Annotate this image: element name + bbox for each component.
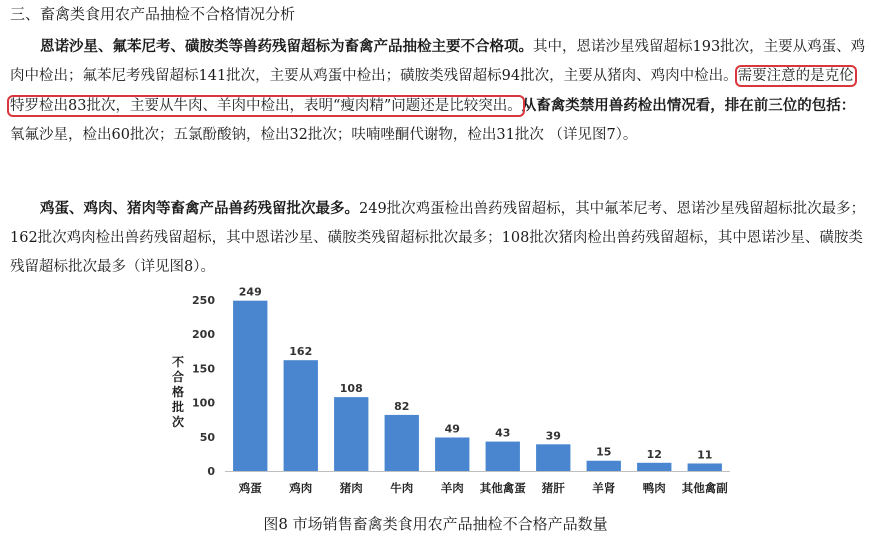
- y-tick-label: 200: [192, 328, 215, 342]
- x-tick-label: 牛肉: [390, 481, 414, 495]
- x-tick-label: 羊肾: [592, 481, 616, 495]
- y-tick-label: 0: [207, 465, 215, 478]
- paragraph-products: [10, 194, 866, 282]
- paragraph-lead: 鸡蛋、鸡肉、猪肉等畜禽产品兽药残留批次最多。: [40, 200, 359, 217]
- paragraph-text-2: 氧氟沙星，检出60批次；五氯酚酸钠，检出32批次；呋喃唑酮代谢物，检出31批次 （详见图7）。: [10, 127, 638, 143]
- x-tick-label: 猪肝: [541, 481, 565, 495]
- x-tick-label: 鸡蛋: [238, 481, 262, 495]
- data-label: 162: [289, 345, 313, 359]
- bar: [334, 397, 368, 471]
- paragraph-residues: [10, 32, 866, 150]
- y-axis-label: 不合格批次: [172, 355, 185, 429]
- bar: [486, 442, 520, 471]
- bar: [536, 444, 570, 471]
- paragraph-text: 249批次鸡蛋检出兽药残留超标，其中氟苯尼考、恩诺沙星残留超标批次最多；162批次鸡肉检出兽药残留超标，其中恩诺沙星、磺胺类残留超标批次最多；108批次猪肉检出兽药残留超标，其中恩诺沙星、磺胺类残留超标批次最多（详见图8）。: [10, 201, 866, 275]
- data-label: 43: [495, 426, 511, 440]
- x-tick-label: 其他禽蛋: [479, 481, 526, 495]
- bar-chart: [160, 280, 780, 505]
- bar: [435, 437, 469, 471]
- data-label: 11: [697, 448, 713, 462]
- x-tick-label: 鸭肉: [642, 481, 666, 495]
- bar: [233, 301, 267, 471]
- x-tick-label: 其他禽副: [681, 481, 728, 495]
- bar: [637, 463, 671, 471]
- bar: [385, 415, 419, 471]
- y-tick-label: 100: [192, 396, 215, 410]
- x-tick-label: 猪肉: [339, 481, 363, 495]
- bar: [688, 463, 722, 471]
- highlighted-sentence: 需要注意的是克伦特罗检出83批次，主要从牛肉、羊肉中检出，表明“瘦肉精”问题还是比较突出。: [10, 68, 854, 114]
- paragraph-lead: 恩诺沙星、氟苯尼考、磺胺类等兽药残留超标为畜禽产品抽检主要不合格项。: [40, 38, 533, 55]
- y-tick-label: 150: [192, 362, 215, 376]
- bar: [587, 461, 621, 471]
- bar: [284, 360, 318, 471]
- data-label: 108: [339, 382, 363, 396]
- paragraph-bold-phrase: 从畜禽类禁用兽药检出情况看，排在前三位的包括：: [521, 97, 856, 114]
- data-label: 49: [444, 422, 460, 436]
- data-label: 12: [646, 447, 662, 461]
- data-label: 249: [238, 285, 262, 299]
- x-tick-label: 鸡肉: [289, 481, 313, 495]
- x-tick-label: 羊肉: [440, 481, 464, 495]
- paragraph-text: 其中，恩诺沙星残留超标193批次，主要从鸡蛋、鸡肉中检出；氟苯尼考残留超标141批次，主要从鸡蛋中检出；磺胺类残留超标94批次，主要从猪肉、鸡肉中检出。: [10, 39, 866, 84]
- data-label: 39: [545, 429, 561, 443]
- y-tick-label: 250: [192, 294, 215, 307]
- figure-caption: 图8 市场销售畜禽类食用农产品抽检不合格产品数量: [263, 515, 608, 533]
- data-label: 15: [596, 445, 612, 459]
- data-label: 82: [394, 399, 410, 413]
- section-title: 三、畜禽类食用农产品抽检不合格情况分析: [10, 5, 296, 23]
- y-tick-label: 50: [199, 430, 215, 444]
